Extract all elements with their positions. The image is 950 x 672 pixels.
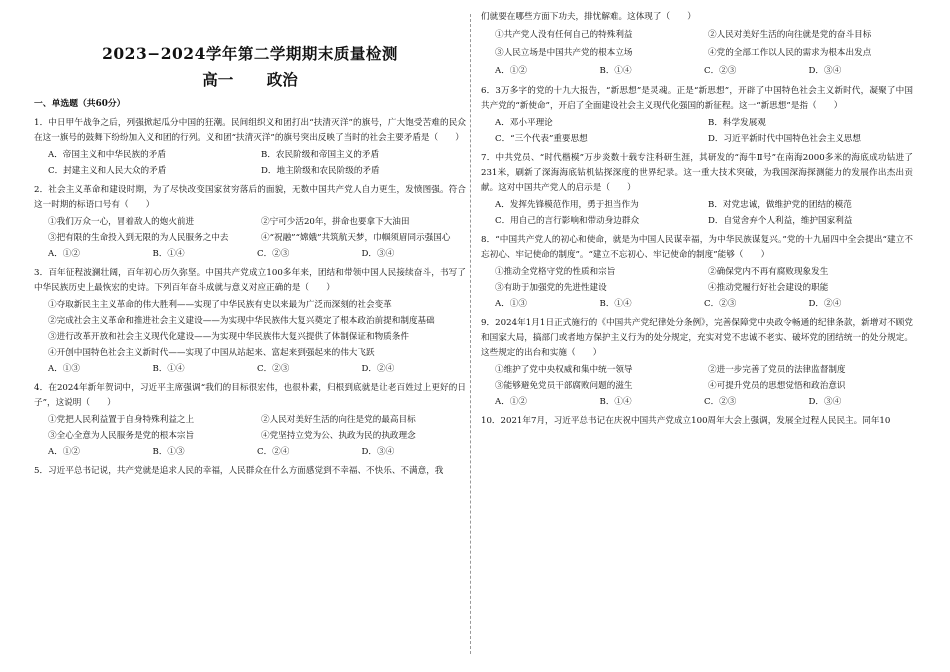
choice-a[interactable]: A．①② bbox=[495, 66, 527, 76]
answer-choices bbox=[481, 64, 913, 79]
choice-d[interactable]: D．②④ bbox=[808, 299, 842, 309]
question-stem: 6．3万多字的党的十九大报告，“新思想”是灵魂。正是“新思想”，开辟了中国特色社会主义新时代，凝聚了中国共产党的“新使命”，开启了全面建设社会主义现代化强国的新征程。这一“新思想”是指（ ） bbox=[481, 86, 913, 111]
statement-list bbox=[481, 28, 913, 61]
question-7 bbox=[481, 151, 913, 228]
question-stem: 3．百年征程波澜壮阔，百年初心历久弥坚。中国共产党成立100多年来，团结和带领中国人民接续奋斗，书写了中华民族历史上最恢宏的史诗。下列百年奋斗成就与意义对应正确的是（ ） bbox=[34, 268, 466, 293]
choice-c[interactable]: C．②④ bbox=[257, 447, 290, 457]
question-2 bbox=[34, 183, 466, 261]
statement-3: ③有助于加强党的先进性建设 bbox=[495, 283, 607, 293]
choice-a[interactable]: A．①③ bbox=[48, 364, 80, 374]
question-9 bbox=[481, 316, 913, 409]
question-6 bbox=[481, 84, 913, 146]
choice-d[interactable]: D．②④ bbox=[361, 364, 395, 374]
statement-1: ①我们万众一心，冒着敌人的炮火前进 bbox=[48, 217, 195, 227]
choice-b[interactable]: B．①④ bbox=[599, 299, 632, 309]
question-5 bbox=[34, 464, 466, 479]
question-10 bbox=[481, 414, 913, 429]
answer-choices bbox=[481, 396, 913, 409]
choice-a[interactable]: A．①② bbox=[495, 397, 527, 407]
question-3 bbox=[34, 266, 466, 376]
choice-a[interactable]: A．发挥先锋模范作用，勇于担当作为 bbox=[495, 200, 639, 210]
choice-d[interactable]: D．③④ bbox=[361, 447, 395, 457]
choice-c[interactable]: C．“三个代表”重要思想 bbox=[495, 134, 588, 144]
answer-choices bbox=[481, 298, 913, 311]
question-1 bbox=[34, 116, 466, 178]
statement-4: ④党坚持立党为公、执政为民的执政理念 bbox=[261, 431, 416, 441]
statement-1: ①维护了党中央权威和集中统一领导 bbox=[495, 365, 633, 375]
choice-a[interactable]: A．①② bbox=[48, 447, 80, 457]
answer-choices bbox=[34, 363, 466, 376]
statement-list bbox=[34, 216, 466, 245]
question-stem: 7．中共党员、“时代楷模”万步炎数十载专注科研生涯，其研发的“海牛Ⅱ号”在南海2000多米的海底成功钻进了231米，刷新了深海海底钻机钻探深度的世界纪录。这一重大技术突破，为我国深海探测能力的发展作出杰出贡献。这对中国共产党人的启示是（ ） bbox=[481, 153, 913, 193]
statement-2: ②人民对美好生活的向往是党的最高目标 bbox=[261, 415, 416, 425]
statement-3: ③进行改革开放和社会主义现代化建设——为实现中华民族伟大复兴提供了体制保证和物质条件 bbox=[48, 332, 409, 342]
left-column bbox=[34, 0, 466, 672]
statement-3: ③能够避免党员干部腐败问题的滋生 bbox=[495, 381, 633, 391]
statement-list bbox=[34, 414, 466, 443]
choice-c[interactable]: C．②③ bbox=[257, 249, 290, 259]
choice-d[interactable]: D．自觉舍弃个人利益，维护国家利益 bbox=[708, 216, 853, 226]
statement-list bbox=[34, 299, 466, 360]
choice-a[interactable]: A．邓小平理论 bbox=[495, 118, 553, 128]
statement-2: ②完成社会主义革命和推进社会主义建设——为实现中华民族伟大复兴奠定了根本政治前提和制度基础 bbox=[48, 316, 435, 326]
statement-1: ①夺取新民主主义革命的伟大胜利——实现了中华民族有史以来最为广泛而深刻的社会变革 bbox=[48, 300, 392, 310]
question-stem: 4．在2024年新年贺词中，习近平主席强调“我们的目标很宏伟，也很朴素，归根到底就是让老百姓过上更好的日子”，这说明（ ） bbox=[34, 383, 466, 408]
statement-2: ②人民对美好生活的向往就是党的奋斗目标 bbox=[708, 30, 872, 40]
answer-choices bbox=[34, 446, 466, 459]
choice-c[interactable]: C．②③ bbox=[704, 66, 737, 76]
answer-choices bbox=[481, 117, 913, 146]
choice-b[interactable]: B．①④ bbox=[152, 364, 185, 374]
question-stem: 1．中日甲午战争之后，列强掀起瓜分中国的狂潮。民间组织义和团打出“扶清灭洋”的旗号，广大饱受苦难的民众在这一旗号的鼓舞下纷纷加入义和团的行列。义和团“扶清灭洋”的旗号突出反映了当时的社会主要矛盾是（ ） bbox=[34, 118, 466, 143]
statement-4: ④党的全部工作以人民的需求为根本出发点 bbox=[708, 48, 872, 58]
choice-d[interactable]: D．③④ bbox=[361, 249, 395, 259]
section-heading: 一、单选题（共60分） bbox=[34, 99, 126, 109]
exam-title: 2023−2024学年第二学期期末质量检测 bbox=[102, 44, 398, 63]
statement-list bbox=[481, 266, 913, 295]
choice-b[interactable]: B．①④ bbox=[152, 249, 185, 259]
choice-b[interactable]: B．农民阶级和帝国主义的矛盾 bbox=[261, 150, 380, 160]
subject-label: 政治 bbox=[266, 70, 298, 89]
answer-choices bbox=[34, 248, 466, 261]
choice-c[interactable]: C．②③ bbox=[704, 299, 737, 309]
answer-choices bbox=[34, 149, 466, 178]
choice-b[interactable]: B．①③ bbox=[152, 447, 185, 457]
question-stem: 10．2021年7月，习近平总书记在庆祝中国共产党成立100周年大会上强调，发展全过程人民民主。同年10 bbox=[481, 416, 891, 426]
choice-c[interactable]: C．②③ bbox=[704, 397, 737, 407]
question-stem: 2．社会主义革命和建设时期，为了尽快改变国家贫穷落后的面貌，无数中国共产党人自力更生，发愤图强。符合这一时期的标语口号有（ ） bbox=[34, 185, 466, 210]
statement-2: ②确保党内不再有腐败现象发生 bbox=[708, 267, 829, 277]
answer-choices bbox=[481, 199, 913, 228]
question-stem-continued: 们就要在哪些方面下功夫，排忧解难。这体现了（ ） bbox=[481, 12, 696, 22]
statement-1: ①共产党人没有任何自己的特殊利益 bbox=[495, 30, 633, 40]
choice-d[interactable]: D．地主阶级和农民阶级的矛盾 bbox=[261, 166, 380, 176]
question-5-continued bbox=[481, 10, 913, 79]
choice-b[interactable]: B．科学发展观 bbox=[708, 118, 766, 128]
grade-label: 高一 bbox=[202, 70, 234, 89]
choice-d[interactable]: D．习近平新时代中国特色社会主义思想 bbox=[708, 134, 861, 144]
choice-c[interactable]: C．②③ bbox=[257, 364, 290, 374]
choice-d[interactable]: D．③④ bbox=[808, 397, 842, 407]
question-stem: 8．“中国共产党人的初心和使命，就是为中国人民谋幸福，为中华民族谋复兴。”党的十九届四中全会提出“建立不忘初心、牢记使命的制度”。“建立不忘初心、牢记使命的制度”能够（ ） bbox=[481, 235, 913, 260]
statement-3: ③全心全意为人民服务是党的根本宗旨 bbox=[48, 431, 195, 441]
right-column bbox=[481, 0, 913, 672]
choice-b[interactable]: B．对党忠诚，做维护党的团结的模范 bbox=[708, 200, 852, 210]
statement-3: ③人民立场是中国共产党的根本立场 bbox=[495, 48, 633, 58]
statement-4: ④“祝融”“嫦娥”共筑航天梦，巾帼须眉同示强国心 bbox=[261, 233, 451, 243]
column-divider bbox=[470, 14, 471, 654]
choice-c[interactable]: C．封建主义和人民大众的矛盾 bbox=[48, 166, 167, 176]
question-4 bbox=[34, 381, 466, 459]
choice-b[interactable]: B．①④ bbox=[599, 397, 632, 407]
question-stem: 9．2024年1月1日正式施行的《中国共产党纪律处分条例》，完善保障党中央政令畅通的纪律条款，新增对不顾党和国家大局，搞部门或者地方保护主义行为的处分规定，充实对党不忠诚不老实、破坏党的团结统一的处分规定。这些规定的出台和实施（ ） bbox=[481, 318, 913, 358]
choice-a[interactable]: A．①② bbox=[48, 249, 80, 259]
statement-2: ②宁可少活20年，拼命也要拿下大油田 bbox=[261, 217, 410, 227]
statement-3: ③把有限的生命投入到无限的为人民服务之中去 bbox=[48, 233, 229, 243]
choice-d[interactable]: D．③④ bbox=[808, 66, 842, 76]
choice-a[interactable]: A．①③ bbox=[495, 299, 527, 309]
statement-4: ④开创中国特色社会主义新时代——实现了中国从站起来、富起来到强起来的伟大飞跃 bbox=[48, 348, 375, 358]
statement-1: ①推动全党格守党的性质和宗旨 bbox=[495, 267, 616, 277]
statement-2: ②进一步完善了党员的法律监督制度 bbox=[708, 365, 846, 375]
statement-4: ④推动党履行好社会建设的职能 bbox=[708, 283, 829, 293]
choice-c[interactable]: C．用自己的言行影响和带动身边群众 bbox=[495, 216, 640, 226]
statement-list bbox=[481, 364, 913, 393]
statement-1: ①党把人民利益置于自身特殊利益之上 bbox=[48, 415, 195, 425]
question-stem: 5．习近平总书记说，共产党就是追求人民的幸福，人民群众在什么方面感觉到不幸福、不快乐、不满意，我 bbox=[34, 466, 444, 476]
choice-a[interactable]: A．帝国主义和中华民族的矛盾 bbox=[48, 150, 166, 160]
exam-subtitle bbox=[34, 70, 466, 90]
choice-b[interactable]: B．①④ bbox=[599, 66, 632, 76]
question-8 bbox=[481, 233, 913, 311]
statement-4: ④可提升党员的思想觉悟和政治意识 bbox=[708, 381, 846, 391]
